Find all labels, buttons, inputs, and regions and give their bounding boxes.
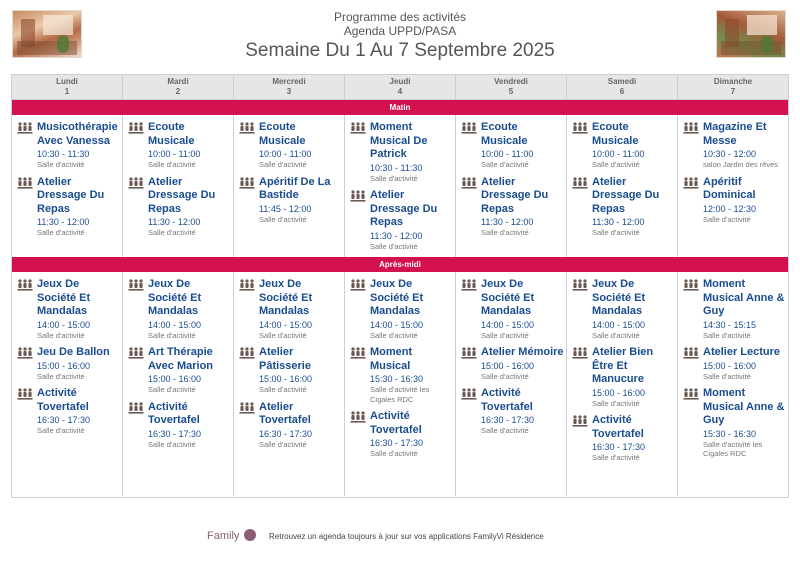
agenda-subtitle: Agenda UPPD/PASA [343, 24, 457, 38]
activity-time: 14:00 - 15:00 [592, 319, 646, 330]
activity-location: Salle d'activité les Cigales RDC [370, 385, 430, 404]
activity-location: Salle d'activité [370, 330, 418, 340]
activity-item [17, 387, 120, 436]
activity-title: Activité Tovertafel [370, 410, 422, 436]
activity-time: 15:00 - 16:00 [481, 360, 535, 371]
day-header [677, 75, 788, 99]
group-activity-icon [572, 278, 592, 340]
activity-title: Apéritif De La Bastide [259, 175, 331, 201]
activity-body [592, 414, 675, 463]
activity-location: Salle d'activité [481, 371, 529, 381]
activity-title: Atelier Mémoire [481, 346, 564, 358]
group-activity-icon [128, 121, 148, 170]
activity-time: 14:00 - 15:00 [259, 319, 313, 330]
group-activity-icon [461, 346, 481, 381]
activity-item [17, 346, 120, 381]
activity-time: 15:00 - 16:00 [592, 387, 646, 398]
activity-title: Jeux De Société Et Mandalas [592, 278, 646, 317]
activity-location: Salle d'activité [259, 160, 307, 169]
activity-location: Salle d'activité [592, 160, 640, 169]
activity-location: Salle d'activité [703, 214, 751, 224]
activity-body [259, 401, 342, 450]
activity-time: 15:00 - 16:00 [37, 360, 91, 371]
day-header [455, 75, 566, 99]
group-activity-icon [572, 176, 592, 238]
group-activity-icon [350, 189, 370, 251]
afternoon-row [12, 272, 788, 496]
activity-time: 10:30 - 11:30 [370, 162, 423, 173]
activity-title: Musicothérapie Avec Vanessa [37, 121, 118, 147]
activity-body [370, 410, 453, 459]
activity-title: Moment Musical Anne & Guy [703, 278, 785, 317]
activity-item [683, 387, 786, 459]
programme-title: Programme des activités [333, 10, 467, 24]
day-header-row [12, 75, 788, 100]
activity-title: Activité Tovertafel [592, 414, 644, 440]
day-number: 4 [397, 87, 403, 96]
activity-item [683, 176, 786, 225]
group-activity-icon [683, 176, 703, 225]
group-activity-icon [17, 176, 37, 238]
activity-location: Salle d'activité [592, 228, 640, 237]
activity-item [17, 278, 120, 340]
day-name: Samedi [607, 77, 637, 86]
activity-body [148, 121, 231, 170]
group-activity-icon [683, 278, 703, 340]
group-activity-icon [461, 387, 481, 436]
activity-location: Salle d'activité [148, 439, 196, 449]
activity-body [592, 278, 675, 340]
activity-item [128, 278, 231, 340]
activity-location: salon Jardin des rêves [703, 160, 779, 169]
activity-time: 10:30 - 11:30 [37, 149, 90, 159]
activity-title: Jeux De Société Et Mandalas [148, 278, 202, 317]
activity-title: Atelier Dressage Du Repas [481, 175, 549, 215]
activity-item [128, 121, 231, 170]
activity-body [370, 189, 453, 251]
activity-title: Activité Tovertafel [481, 387, 533, 413]
activity-time: 10:30 - 12:00 [703, 149, 757, 159]
activity-item [239, 278, 342, 340]
day-name: Lundi [56, 77, 78, 86]
group-activity-icon [239, 121, 259, 170]
day-header [344, 75, 455, 99]
activity-title: Jeux De Société Et Mandalas [259, 278, 313, 317]
activity-item [572, 121, 675, 170]
activity-title: Activité Tovertafel [148, 400, 200, 426]
activity-item [572, 176, 675, 238]
activity-location: Salle d'activité [37, 330, 85, 340]
activity-title: Activité Tovertafel [37, 387, 89, 413]
activity-location: Salle d'activité [370, 241, 418, 251]
group-activity-icon [683, 346, 703, 381]
activity-title: Jeux De Société Et Mandalas [481, 278, 535, 317]
activity-item [17, 176, 120, 238]
activity-location: Salle d'activité [481, 426, 529, 435]
activity-item [572, 278, 675, 340]
day-number: 2 [175, 87, 181, 96]
day-name: Jeudi [389, 77, 411, 86]
activity-title: Moment Musical Anne & Guy [703, 387, 785, 426]
activity-time: 16:30 - 17:30 [37, 415, 91, 425]
activity-title: Apéritif Dominical [703, 175, 756, 201]
day-cell [455, 115, 566, 257]
group-activity-icon [350, 278, 370, 340]
activity-title: Atelier Dressage Du Repas [148, 175, 216, 215]
activity-body [703, 176, 786, 225]
activity-location: Salle d'activité [703, 371, 751, 381]
section-morning: Matin [12, 100, 788, 115]
morning-row [12, 115, 788, 257]
section-afternoon: Après-midi [12, 257, 788, 272]
group-activity-icon [128, 346, 148, 395]
activity-body [703, 387, 786, 459]
activity-item [572, 346, 675, 408]
group-activity-icon [572, 121, 592, 170]
activity-location: Salle d'activité [481, 228, 529, 237]
activity-title: Ecoute Musicale [259, 121, 306, 147]
week-title: Semaine Du 1 Au 7 Septembre 2025 [245, 40, 555, 61]
group-activity-icon [461, 278, 481, 340]
activity-item [128, 346, 231, 395]
day-cell [233, 115, 344, 257]
activity-title: Jeu De Ballon [37, 346, 110, 358]
activity-item [683, 346, 786, 381]
activity-body [37, 387, 120, 436]
activity-body [259, 176, 342, 225]
activity-title: Ecoute Musicale [481, 121, 528, 147]
activity-item [350, 189, 453, 251]
activity-title: Atelier Lecture [703, 346, 781, 358]
day-number: 3 [286, 87, 292, 96]
day-cell [677, 115, 788, 257]
activity-item [239, 346, 342, 395]
page-header [0, 10, 800, 63]
activity-location: Salle d'activité [592, 398, 640, 408]
activity-body [259, 346, 342, 395]
activity-time: 10:00 - 11:00 [592, 149, 645, 159]
activity-body [148, 401, 231, 450]
activity-title: Atelier Dressage Du Repas [37, 175, 105, 215]
group-activity-icon [17, 387, 37, 436]
activity-time: 14:00 - 15:00 [148, 319, 202, 330]
day-number: 5 [508, 87, 514, 96]
activity-time: 11:30 - 12:00 [37, 217, 90, 227]
activity-time: 16:30 - 17:30 [148, 428, 202, 439]
activity-title: Jeux De Société Et Mandalas [370, 278, 424, 317]
activity-item [683, 278, 786, 340]
group-activity-icon [128, 176, 148, 238]
activity-time: 15:00 - 16:00 [259, 374, 313, 384]
activity-time: 11:30 - 12:00 [148, 217, 201, 227]
activity-time: 11:45 - 12:00 [259, 203, 312, 214]
day-cell [233, 272, 344, 496]
activity-location: Salle d'activité [481, 160, 529, 169]
activity-title: Art Thérapie Avec Marion [148, 346, 214, 372]
group-activity-icon [17, 278, 37, 340]
activity-location: Salle d'activité [703, 330, 751, 340]
day-header [233, 75, 344, 99]
activity-location: Salle d'activité [370, 449, 418, 458]
activity-location: Salle d'activité les Cigales RDC [703, 439, 763, 458]
activity-location: Salle d'activité [259, 214, 307, 224]
familyvi-logo-text: Family [207, 530, 240, 542]
activity-time: 10:00 - 11:00 [259, 149, 312, 159]
activity-item [461, 278, 564, 340]
activity-location: Salle d'activité [148, 330, 196, 340]
group-activity-icon [683, 121, 703, 170]
group-activity-icon [572, 414, 592, 463]
activity-location: Salle d'activité [37, 371, 85, 381]
activity-time: 10:00 - 11:00 [481, 149, 534, 159]
day-header [122, 75, 233, 99]
activity-time: 16:30 - 17:30 [592, 442, 646, 452]
activity-body [703, 278, 786, 340]
group-activity-icon [350, 346, 370, 404]
activity-body [370, 278, 453, 340]
day-name: Dimanche [713, 77, 753, 86]
day-cell [344, 272, 455, 496]
activity-body [592, 121, 675, 170]
day-name: Vendredi [494, 77, 528, 86]
activity-body [703, 346, 786, 381]
group-activity-icon [683, 387, 703, 459]
footer [0, 527, 800, 547]
group-activity-icon [350, 121, 370, 183]
day-cell [566, 272, 677, 496]
activity-time: 12:00 - 12:30 [703, 203, 757, 214]
activity-body [37, 121, 120, 170]
activity-body [481, 346, 564, 381]
activity-item [350, 121, 453, 183]
activity-body [259, 121, 342, 170]
activity-time: 14:00 - 15:00 [481, 319, 535, 330]
activity-body [37, 346, 120, 381]
activity-title: Atelier Tovertafel [259, 400, 311, 426]
group-activity-icon [239, 278, 259, 340]
activity-location: Salle d'activité [259, 330, 307, 340]
activity-item [461, 176, 564, 238]
activity-body [370, 346, 453, 404]
activity-item [572, 414, 675, 463]
activity-location: Salle d'activité [592, 453, 640, 462]
activity-item [239, 401, 342, 450]
activity-title: Ecoute Musicale [592, 121, 639, 147]
activity-body [481, 278, 564, 340]
day-number: 7 [730, 87, 736, 96]
activity-body [481, 176, 564, 238]
activity-location: Salle d'activité [37, 160, 85, 169]
activity-time: 16:30 - 17:30 [481, 415, 535, 425]
activity-body [37, 278, 120, 340]
activity-item [350, 410, 453, 459]
day-cell [455, 272, 566, 496]
group-activity-icon [17, 346, 37, 381]
activity-location: Salle d'activité [148, 228, 196, 237]
group-activity-icon [239, 346, 259, 395]
group-activity-icon [461, 121, 481, 170]
activity-body [481, 121, 564, 170]
day-cell [566, 115, 677, 257]
activity-location: Salle d'activité [481, 330, 529, 340]
activity-body [259, 278, 342, 340]
activity-body [148, 346, 231, 395]
day-cell [344, 115, 455, 257]
activity-body [592, 176, 675, 238]
activity-location: Salle d'activité [592, 330, 640, 340]
activity-time: 15:00 - 16:00 [703, 360, 757, 371]
activity-location: Salle d'activité [370, 173, 418, 183]
group-activity-icon [128, 278, 148, 340]
day-cell [122, 115, 233, 257]
activity-time: 14:30 - 15:15 [703, 319, 757, 330]
day-cell [12, 272, 122, 496]
activity-body [148, 176, 231, 238]
activity-item [128, 176, 231, 238]
activity-body [481, 387, 564, 436]
day-number: 6 [619, 87, 625, 96]
group-activity-icon [572, 346, 592, 408]
activity-item [239, 176, 342, 225]
activity-location: Salle d'activité [148, 160, 196, 169]
day-cell [12, 115, 122, 257]
group-activity-icon [239, 176, 259, 225]
activity-time: 15:00 - 16:00 [148, 374, 202, 384]
activity-body [37, 176, 120, 238]
activity-title: Magazine Et Messe [703, 121, 767, 147]
activity-item [461, 346, 564, 381]
activity-title: Atelier Pâtisserie [259, 346, 311, 372]
activity-item [350, 346, 453, 404]
activity-item [128, 401, 231, 450]
group-activity-icon [350, 410, 370, 459]
activity-body [148, 278, 231, 340]
day-header [12, 75, 122, 99]
activity-item [461, 121, 564, 170]
activity-time: 14:00 - 15:00 [370, 319, 424, 330]
activity-time: 15:30 - 16:30 [370, 374, 424, 384]
activity-item [683, 121, 786, 170]
activity-item [17, 121, 120, 170]
day-name: Mercredi [272, 77, 306, 86]
activity-time: 11:30 - 12:00 [592, 217, 645, 227]
activity-time: 10:00 - 11:00 [148, 149, 201, 159]
activity-time: 16:30 - 17:30 [370, 438, 424, 448]
day-cell [677, 272, 788, 496]
activity-title: Moment Musical De Patrick [370, 121, 428, 160]
group-activity-icon [17, 121, 37, 170]
activity-location: Salle d'activité [148, 385, 196, 394]
day-name: Mardi [167, 77, 189, 86]
activity-time: 11:30 - 12:00 [370, 230, 423, 241]
familyvi-logo-icon [244, 529, 256, 541]
activity-location: Salle d'activité [37, 426, 85, 435]
activity-title: Atelier Bien Être Et Manucure [592, 346, 654, 385]
weekly-schedule-table [11, 74, 789, 498]
activity-time: 15:30 - 16:30 [703, 428, 757, 439]
activity-location: Salle d'activité [37, 228, 85, 237]
activity-location: Salle d'activité [259, 439, 307, 449]
activity-time: 16:30 - 17:30 [259, 428, 313, 439]
activity-time: 11:30 - 12:00 [481, 217, 534, 227]
activity-location: Salle d'activité [259, 385, 307, 394]
activity-title: Atelier Dressage Du Repas [370, 189, 438, 228]
activity-title: Atelier Dressage Du Repas [592, 175, 660, 215]
activity-item [461, 387, 564, 436]
group-activity-icon [128, 401, 148, 450]
activity-body [370, 121, 453, 183]
group-activity-icon [239, 401, 259, 450]
activity-body [592, 346, 675, 408]
activity-body [703, 121, 786, 170]
activity-time: 14:00 - 15:00 [37, 319, 91, 330]
day-cell [122, 272, 233, 496]
group-activity-icon [461, 176, 481, 238]
activity-item [350, 278, 453, 340]
day-number: 1 [64, 87, 70, 96]
footer-text: Retrouvez un agenda toujours à jour sur vos applications FamilyVi Résidence [269, 532, 544, 541]
activity-title: Ecoute Musicale [148, 121, 195, 147]
activity-title: Moment Musical [370, 346, 413, 372]
activity-item [239, 121, 342, 170]
day-header [566, 75, 677, 99]
activity-title: Jeux De Société Et Mandalas [37, 278, 91, 317]
